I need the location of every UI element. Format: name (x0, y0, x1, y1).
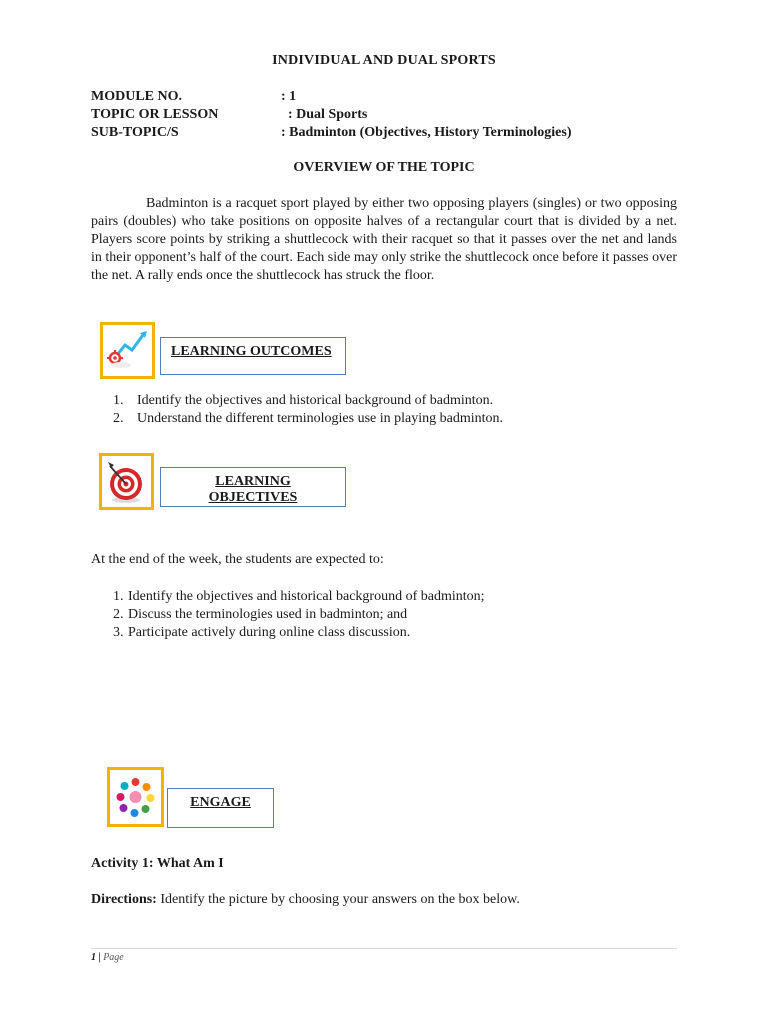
meta-label: TOPIC OR LESSON (91, 107, 219, 122)
meta-value: : 1 (281, 89, 297, 104)
engage-label: ENGAGE (190, 795, 251, 810)
learning-outcomes-label: LEARNING OUTCOMES (171, 344, 332, 359)
meta-row-subtopic (91, 125, 572, 141)
learning-outcomes-list (113, 392, 673, 428)
page-number: 1 (91, 952, 96, 963)
list-item: 1. Identify the objectives and historical background of badminton; (113, 589, 485, 604)
list-item: 3. Participate actively during online class discussion. (113, 625, 411, 640)
directions-label: Directions: (91, 892, 157, 907)
learning-objectives-label: LEARNING OBJECTIVES (208, 474, 298, 505)
overview-paragraph: Badminton is a racquet sport played by either two opposing players (singles) or two opposing pairs (doubles) who take positions on opposite halves of a rectangular court that is divided by a net. Players score points by striking a shuttlecock with their racquet so that it passes over the net and lands in their opponent’s half of the court. Each side may only strike the shuttlecock once before it passes over the net. A rally ends once the shuttlecock has struck the floor. (91, 196, 677, 283)
learning-objectives-icon-box (99, 453, 154, 510)
document-title: INDIVIDUAL AND DUAL SPORTS (272, 53, 496, 68)
growth-chart-gear-icon (103, 325, 152, 376)
learning-objectives-list (113, 588, 673, 642)
list-item: 2. Understand the different terminologies use in playing badminton. (113, 411, 503, 426)
meta-label: MODULE NO. (91, 89, 182, 104)
learning-objectives-label-box (160, 467, 346, 507)
engage-icon-box (107, 767, 164, 827)
page-separator: | (96, 952, 104, 963)
meta-row-topic (91, 107, 367, 123)
directions-text: Identify the picture by choosing your answers on the box below. (156, 892, 520, 907)
learning-outcomes-icon-box (100, 322, 155, 379)
learning-outcomes-label-box (160, 337, 346, 375)
overview-heading: OVERVIEW OF THE TOPIC (293, 160, 475, 175)
target-dart-icon (102, 456, 151, 507)
meta-value: : Dual Sports (281, 107, 368, 122)
list-item: 2. Discuss the terminologies used in badminton; and (113, 607, 408, 622)
engage-label-box (167, 788, 274, 828)
page-footer (91, 952, 124, 963)
activity-directions (91, 892, 520, 908)
meta-label: SUB-TOPIC/S (91, 125, 179, 140)
list-item: 1. Identify the objectives and historical background of badminton. (113, 393, 494, 408)
activity-title: Activity 1: What Am I (91, 856, 224, 871)
meta-value: : Badminton (Objectives, History Terminologies) (281, 125, 572, 140)
meta-row-module (91, 89, 296, 105)
page-label: Page (103, 952, 124, 963)
objectives-intro: At the end of the week, the students are expected to: (91, 552, 384, 567)
people-circle-icon (110, 770, 161, 824)
footer-divider (91, 948, 677, 949)
